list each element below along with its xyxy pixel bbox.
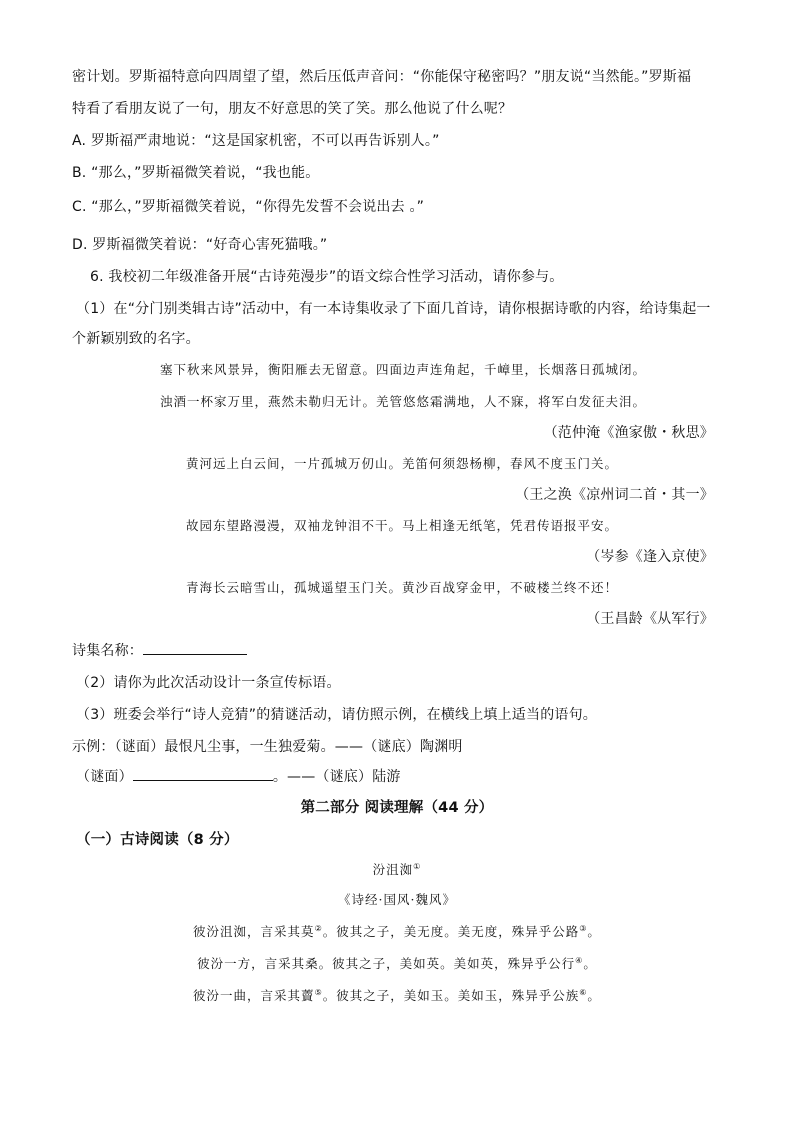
question-6-part1-line1: （1）在“分门别类辑古诗”活动中，有一本诗集收录了下面几首诗，请你根据诗歌的内容，给诗集起一 — [76, 301, 711, 317]
section-2-title: 第二部分 阅读理解（44 分） — [300, 800, 494, 816]
option-d: D. 罗斯福微笑着说：“好奇心害死猫哦。” — [72, 237, 328, 253]
footnote-ref-2: ② — [314, 923, 323, 933]
footnote-ref-3: ③ — [579, 923, 588, 933]
collection-name-row — [72, 640, 247, 660]
footnote-ref-5: ⑤ — [314, 987, 323, 997]
stanza-2-text: 彼汾一方，言采其桑。彼其之子，美如英。美如英，殊异乎公行 — [197, 956, 576, 971]
riddle-fill-prefix: （谜面） — [76, 769, 133, 785]
intro-line-2: 特看了看朋友说了一句，朋友不好意思的笑了笑。那么他说了什么呢？ — [72, 101, 513, 117]
poem2-source: （王之涣《凉州词二首・其一》 — [515, 487, 714, 503]
stanza-2 — [0, 954, 794, 972]
poem-title-text: 汾沮洳 — [372, 862, 414, 877]
option-b: B. “那么，”罗斯福微笑着说，“我也能。 — [72, 165, 320, 181]
question-6-part2: （2）请你为此次活动设计一条宣传标语。 — [76, 675, 341, 691]
footnote-ref-6: ⑥ — [579, 987, 588, 997]
poem-source: 《诗经·国风·魏风》 — [338, 892, 456, 907]
stanza-1-period: 。 — [587, 924, 601, 939]
poem-title — [0, 860, 794, 878]
stanza-3-period: 。 — [587, 988, 601, 1003]
stanza-3 — [0, 986, 794, 1004]
riddle-fill-suffix: 。——（谜底）陆游 — [272, 769, 401, 785]
stanza-1 — [0, 922, 794, 940]
question-6-part1-line2: 个新颖别致的名字。 — [72, 331, 200, 347]
poem1-source: （范仲淹《渔家傲・秋思》 — [543, 425, 714, 441]
subsection-1-title: （一）古诗阅读（8 分） — [76, 832, 239, 848]
poem3-line1: 故园东望路漫漫，双袖龙钟泪不干。马上相逢无纸笔，凭君传语报平安。 — [186, 518, 619, 533]
poem4-line1: 青海长云暗雪山，孤城遥望玉门关。黄沙百战穿金甲，不破楼兰终不还！ — [186, 580, 619, 595]
riddle-fill-blank[interactable] — [133, 768, 273, 781]
collection-name-label: 诗集名称： — [72, 643, 143, 659]
question-6-part3: （3）班委会举行“诗人竞猜”的猜谜活动，请仿照示例，在横线上填上适当的语句。 — [76, 707, 598, 723]
poem1-line2: 浊酒一杯家万里，燕然未勒归无计。羌管悠悠霜满地，人不寐，将军白发征夫泪。 — [160, 394, 647, 409]
stanza-1-part2: 。彼其之子，美无度。美无度，殊异乎公路 — [322, 924, 580, 939]
intro-line-1: 密计划。罗斯福特意向四周望了望，然后压低声音问：“你能保守秘密吗？”朋友说“当然能。”罗斯福 — [72, 69, 692, 85]
footnote-ref-1: ① — [413, 861, 422, 871]
collection-name-blank[interactable] — [143, 642, 247, 655]
poem2-line1: 黄河远上白云间，一片孤城万仞山。羌笛何须怨杨柳，春风不度玉门关。 — [186, 456, 619, 471]
riddle-fill-row — [76, 766, 401, 786]
question-6-stem: 6. 我校初二年级准备开展“古诗苑漫步”的语文综合性学习活动，请你参与。 — [90, 269, 564, 285]
stanza-1-part1: 彼汾沮洳，言采其莫 — [193, 924, 315, 939]
stanza-3-part1: 彼汾一曲，言采其藚 — [193, 988, 315, 1003]
poem1-line1: 塞下秋来风景异，衡阳雁去无留意。四面边声连角起，千嶂里，长烟落日孤城闭。 — [160, 362, 647, 377]
riddle-example: 示例：（谜面）最恨凡尘事，一生独爱菊。——（谜底）陶渊明 — [72, 739, 463, 755]
stanza-2-period: 。 — [583, 956, 597, 971]
option-c: C. “那么，”罗斯福微笑着说，“你得先发誓不会说出去 。” — [72, 199, 425, 215]
poem4-source: （王昌龄《从军行》 — [586, 611, 714, 627]
stanza-3-part2: 。彼其之子，美如玉。美如玉，殊异乎公族 — [322, 988, 580, 1003]
footnote-ref-4: ④ — [575, 955, 584, 965]
option-a: A. 罗斯福严肃地说：“这是国家机密，不可以再告诉别人。” — [72, 133, 440, 149]
poem3-source: （岑参《逢入京使》 — [586, 549, 714, 565]
